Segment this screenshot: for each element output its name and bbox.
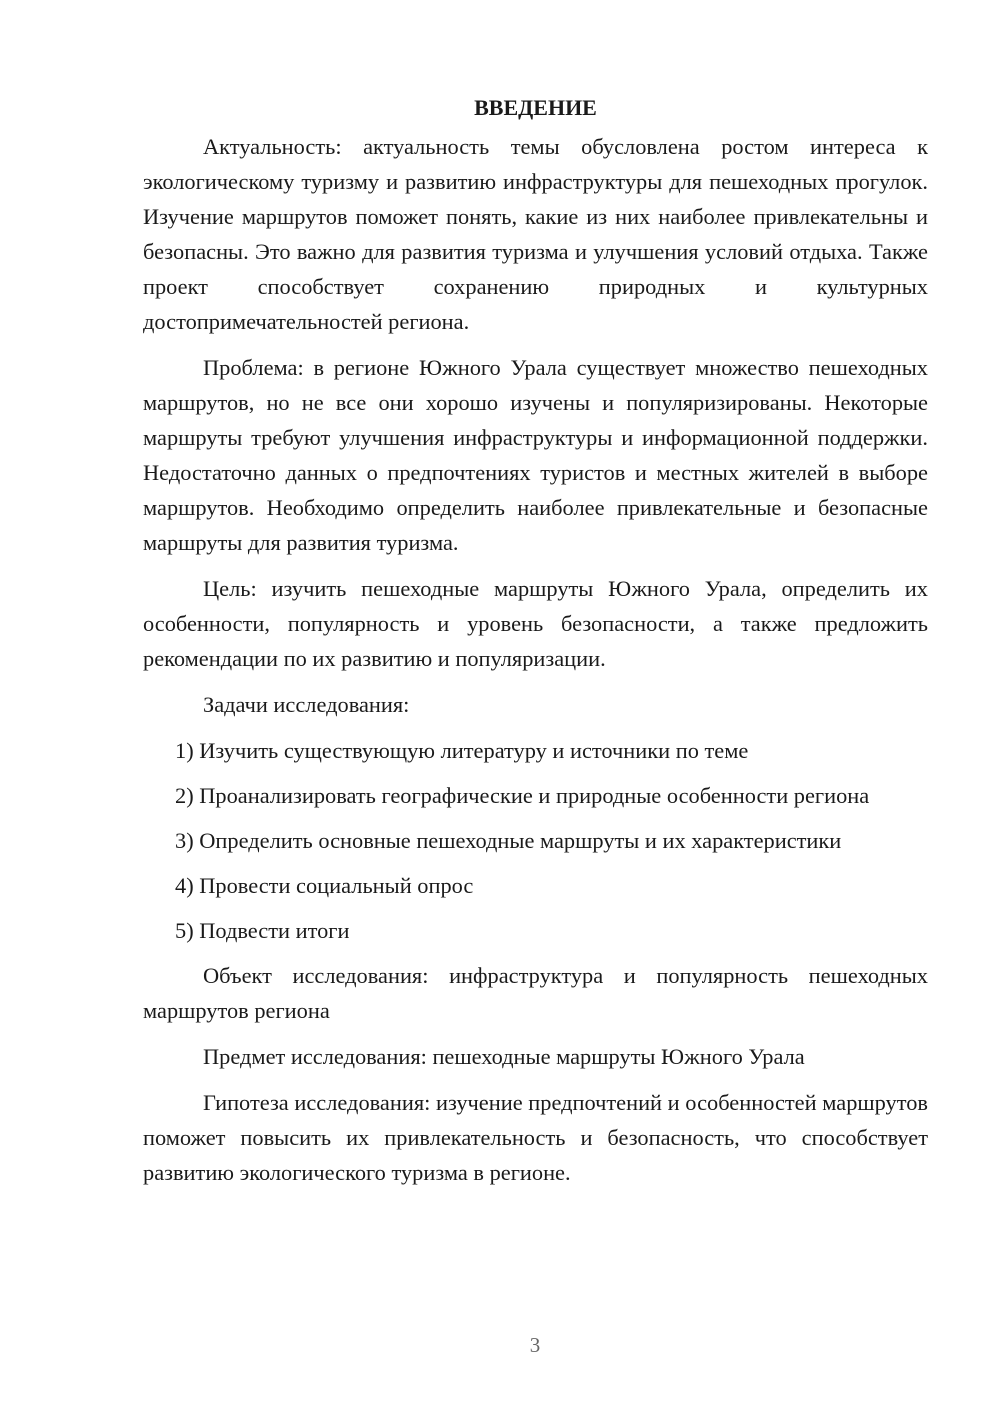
task-item: 5) Подвести итоги bbox=[175, 918, 350, 943]
relevance-paragraph: Актуальность: актуальность темы обусловлена ростом интереса к экологическому туризму и развитию инфраструктуры для пешеходных прогулок. Изучение маршрутов поможет понять, какие из них наиболее привлекательны и безопасны. Это важно для развития туризма и улучшения условий отдыха. Также проект способствует сохранению природных и культурных достопримечательностей региона. bbox=[143, 134, 928, 334]
task-item: 4) Провести социальный опрос bbox=[175, 873, 474, 898]
subject-paragraph: Предмет исследования: пешеходные маршруты Южного Урала bbox=[203, 1044, 805, 1069]
task-item: 1) Изучить существующую литературу и источники по теме bbox=[175, 738, 749, 763]
task-item: 2) Проанализировать географические и природные особенности региона bbox=[175, 783, 870, 808]
page-title: ВВЕДЕНИЕ bbox=[474, 95, 597, 120]
goal-paragraph: Цель: изучить пешеходные маршруты Южного Урала, определить их особенности, популярность и уровень безопасности, а также предложить рекомендации по их развитию и популяризации. bbox=[143, 576, 928, 671]
hypothesis-paragraph: Гипотеза исследования: изучение предпочтений и особенностей маршрутов поможет повысить их привлекательность и безопасность, что способствует развитию экологического туризма в регионе. bbox=[143, 1090, 928, 1185]
object-paragraph: Объект исследования: инфраструктура и популярность пешеходных маршрутов региона bbox=[143, 963, 928, 1023]
document-page bbox=[143, 90, 928, 1201]
problem-paragraph: Проблема: в регионе Южного Урала существует множество пешеходных маршрутов, но не все они хорошо изучены и популяризированы. Некоторые маршруты требуют улучшения инфраструктуры и информационной поддержки. Недостаточно данных о предпочтениях туристов и местных жителей в выборе маршрутов. Необходимо определить наиболее привлекательные и безопасные маршруты для развития туризма. bbox=[143, 355, 928, 555]
tasks-heading: Задачи исследования: bbox=[203, 692, 410, 717]
task-item: 3) Определить основные пешеходные маршруты и их характеристики bbox=[175, 828, 842, 853]
page-number: 3 bbox=[529, 1333, 541, 1357]
